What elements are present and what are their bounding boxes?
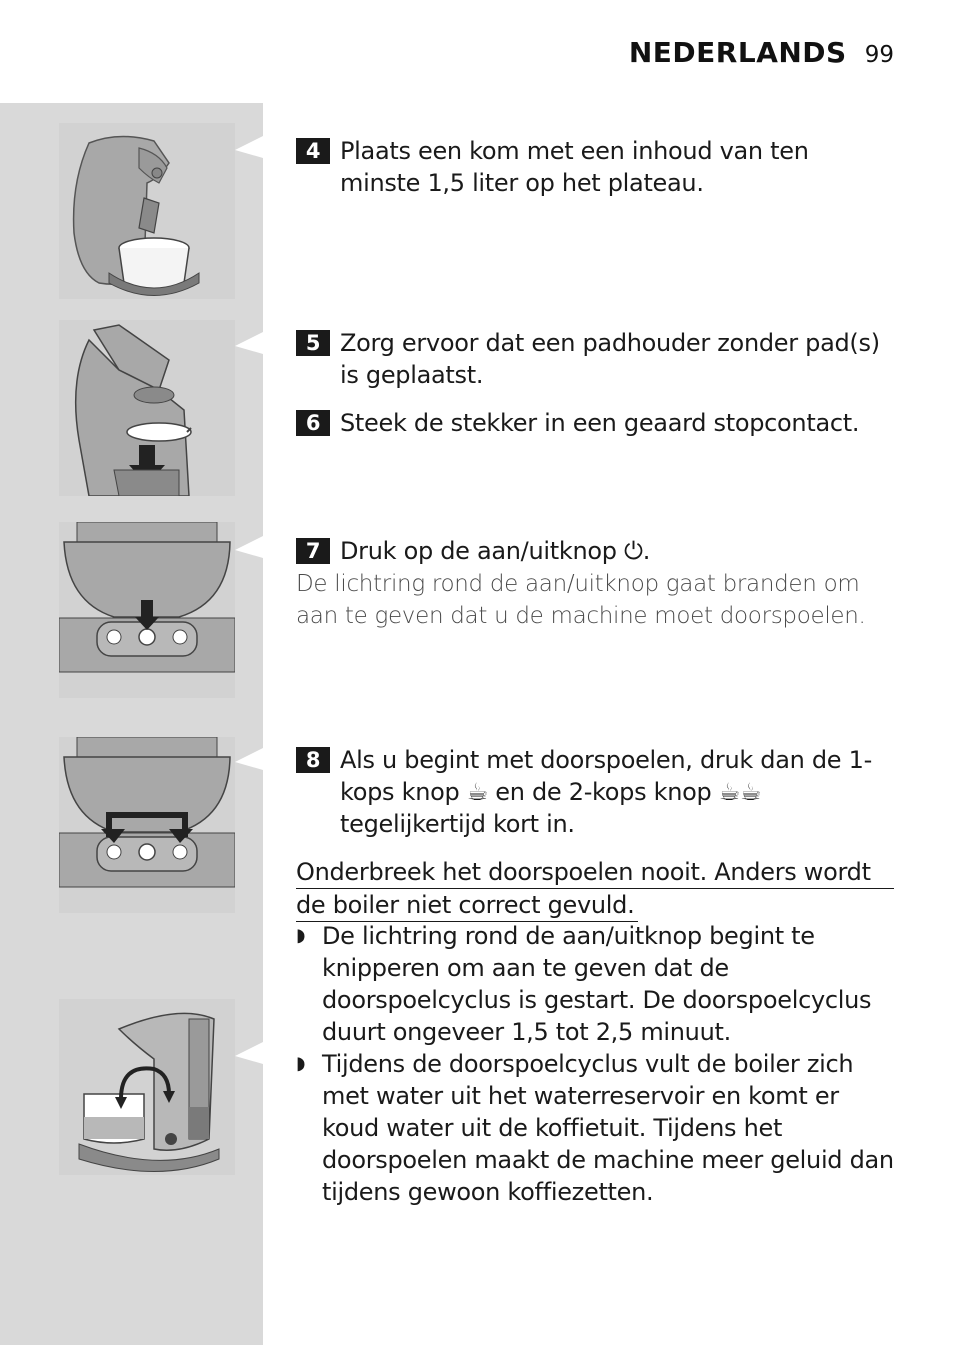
- figure-press-power: [59, 522, 235, 698]
- step-text: Druk op de aan/uitknop ⏻.: [340, 537, 651, 565]
- result-bullet: [296, 1048, 896, 1208]
- figure-bowl-on-tray: [59, 123, 235, 299]
- step-4: [296, 135, 896, 199]
- pad-holder-insert-illustration: [59, 320, 235, 496]
- figure-flush-cycle: [59, 999, 235, 1175]
- step-number-badge: 7: [296, 538, 330, 564]
- figure-press-both-buttons: [59, 737, 235, 913]
- figure-pointer: [235, 332, 263, 354]
- power-button-press-illustration: [59, 522, 235, 698]
- cup-buttons-press-illustration: [59, 737, 235, 913]
- bullet-text: De lichtring rond de aan/uitknop begint te knipperen om aan te geven dat de doorspoelcyclus is gestart. De doorspoelcyclus duurt ongeveer 1,5 tot 2,5 minuut.: [322, 922, 872, 1046]
- figure-pointer: [235, 136, 263, 158]
- warning-line: Onderbreek het doorspoelen nooit. Anders wordt: [296, 856, 894, 889]
- page-header: [629, 36, 894, 69]
- figure-pointer: [235, 1042, 263, 1064]
- step-number-badge: 5: [296, 330, 330, 356]
- coffee-machine-bowl-illustration: [59, 123, 235, 299]
- step-8: [296, 744, 896, 840]
- step-5: [296, 327, 896, 391]
- flushing-cycle-illustration: [59, 999, 235, 1175]
- bullet-marker-icon: ◗: [296, 925, 306, 946]
- step-text: Als u begint met doorspoelen, druk dan de 1-kops knop ☕ en de 2-kops knop ☕☕ tegelijkertijd kort in.: [340, 746, 872, 838]
- figure-pointer: [235, 536, 263, 558]
- step-text: Zorg ervoor dat een padhouder zonder pad(s) is geplaatst.: [340, 329, 880, 389]
- warning-text: [296, 856, 894, 922]
- language-heading: NEDERLANDS: [628, 36, 847, 69]
- step-number-badge: 6: [296, 410, 330, 436]
- step-7-note: De lichtring rond de aan/uitknop gaat branden om aan te geven dat u de machine moet doorspoelen.: [296, 571, 866, 629]
- warning-line: de boiler niet correct gevuld.: [296, 889, 638, 922]
- step-number-badge: 8: [296, 747, 330, 773]
- step-number-badge: 4: [296, 138, 330, 164]
- step-text: Plaats een kom met een inhoud van ten minste 1,5 liter op het plateau.: [340, 137, 809, 197]
- bullet-text: Tijdens de doorspoelcyclus vult de boiler zich met water uit het waterreservoir en komt er koud water uit de koffietuit. Tijdens het doorspoelen maakt de machine meer geluid dan tijdens gewoon koffiezetten.: [322, 1050, 894, 1206]
- page-number: 99: [864, 42, 894, 68]
- step-6: [296, 407, 896, 439]
- figure-pointer: [235, 748, 263, 770]
- result-bullet: [296, 920, 896, 1048]
- step-text: Steek de stekker in een geaard stopcontact.: [340, 409, 860, 437]
- figure-pad-holder: [59, 320, 235, 496]
- bullet-marker-icon: ◗: [296, 1053, 306, 1074]
- step-7: [296, 535, 896, 567]
